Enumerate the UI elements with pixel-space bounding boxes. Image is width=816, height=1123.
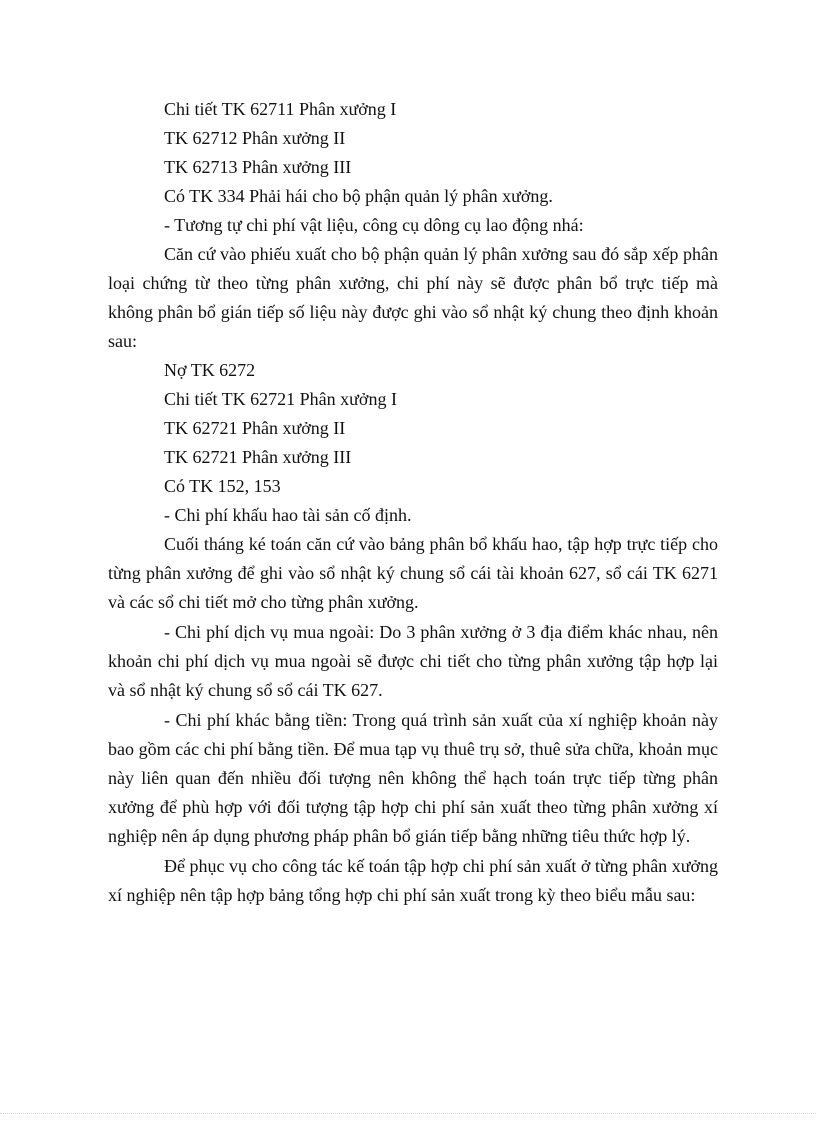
account-line-62721-ii: TK 62721 Phân xưởng II — [164, 418, 346, 438]
paragraph-depreciation: Cuối tháng ké toán căn cứ vào bảng phân bổ khấu hao, tập hợp trực tiếp cho từng phân xưởng để ghi vào sổ nhật ký chung sổ cái tài khoản 627, sổ cái TK 6271 và các sổ chi tiết mở cho từng phân xưởng. — [108, 534, 718, 612]
credit-line-152-153: Có TK 152, 153 — [164, 476, 281, 496]
material-cost-heading: - Tương tự chi phí vật liệu, công cụ dông cụ lao động nhá: — [164, 215, 584, 235]
account-line-62713: TK 62713 Phân xưởng III — [164, 157, 352, 177]
paragraph-outsourced-services: - Chi phí dịch vụ mua ngoài: Do 3 phân xưởng ở 3 địa điểm khác nhau, nên khoản chi phí dịch vụ mua ngoài sẽ được chi tiết cho từng phân xưởng tập hợp lại và sổ nhật ký chung sổ sổ cái TK 627. — [108, 622, 718, 700]
paragraph-summary-form: Để phục vụ cho công tác kế toán tập hợp chi phí sản xuất ở từng phân xưởng xí nghiệp nên tập hợp bảng tổng hợp chi phí sản xuất trong kỳ theo biểu mẫu sau: — [108, 856, 718, 905]
depreciation-heading: - Chi phí khấu hao tài sản cố định. — [164, 505, 412, 525]
page-bottom-rule — [0, 1113, 816, 1114]
account-line-62721-iii: TK 62721 Phân xưởng III — [164, 447, 352, 467]
detail-line-62721-i: Chi tiết TK 62721 Phân xưởng I — [164, 389, 397, 409]
paragraph-issue-slips: Căn cứ vào phiếu xuất cho bộ phận quản lý phân xưởng sau đó sắp xếp phân loại chứng từ theo từng phân xưởng, chi phí này sẽ được phân bổ trực tiếp mà không phân bổ gián tiếp số liệu này được ghi vào sổ nhật ký chung theo định khoản sau: — [108, 244, 718, 351]
account-line-62712: TK 62712 Phân xưởng II — [164, 128, 346, 148]
credit-line-334: Có TK 334 Phải hái cho bộ phận quản lý phân xưởng. — [164, 186, 553, 206]
detail-line-62711: Chi tiết TK 62711 Phân xưởng I — [164, 99, 397, 119]
debit-line-6272: Nợ TK 6272 — [164, 360, 256, 380]
paragraph-other-cash-costs: - Chi phí khác bằng tiền: Trong quá trình sản xuất của xí nghiệp khoản này bao gồm các chi phí bằng tiền. Để mua tạp vụ thuê trụ sở, thuê sửa chữa, khoản mục này liên quan đến nhiều đối tượng nên không thể hạch toán trực tiếp từng phân xưởng để phù hợp với đối tượng tập hợp chi phí sản xuất theo từng phân xưởng xí nghiệp nên áp dụng phương pháp phân bổ gián tiếp bằng những tiêu thức hợp lý. — [108, 710, 718, 846]
document-body — [108, 95, 718, 910]
